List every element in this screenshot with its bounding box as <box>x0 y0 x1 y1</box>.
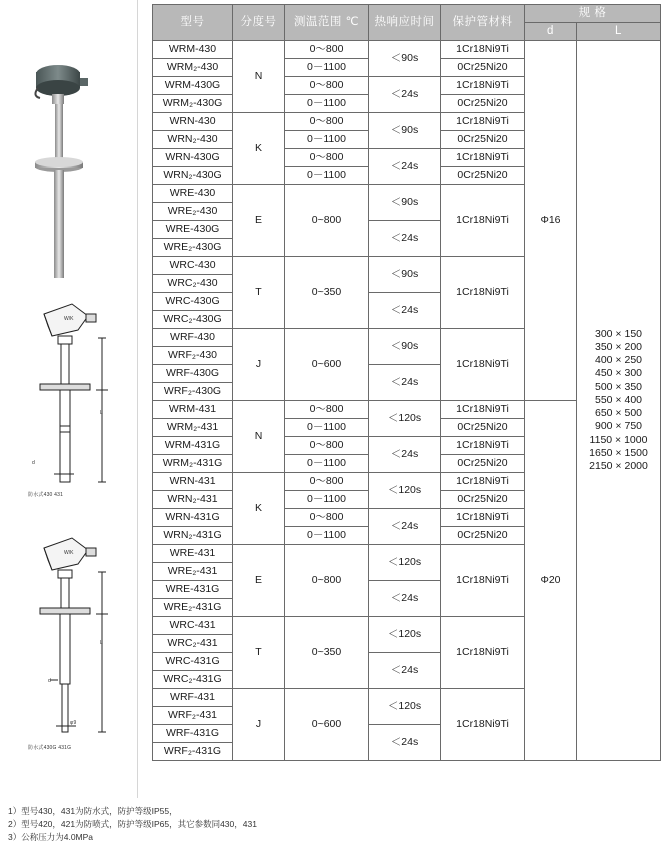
table-cell-model: WRC-430G <box>153 293 233 311</box>
table-cell-material: 1Cr18Ni9Ti <box>441 509 525 527</box>
table-cell-model: WRN₂-430 <box>153 131 233 149</box>
table-cell-range: 0~600 <box>285 689 369 761</box>
table-cell-range: 0~350 <box>285 257 369 329</box>
table-cell-material: 1Cr18Ni9Ti <box>441 185 525 257</box>
table-cell-grade: N <box>233 401 285 473</box>
table-cell-material: 1Cr18Ni9Ti <box>441 437 525 455</box>
footnote: 2）型号420，421为防喷式，防护等级IP65，其它参数同430，431 <box>8 819 257 829</box>
table-cell-model: WRF₂-430 <box>153 347 233 365</box>
table-cell-material: 1Cr18Ni9Ti <box>441 257 525 329</box>
header-response: 热响应时间 <box>369 5 441 41</box>
table-cell-response: ＜24s <box>369 509 441 545</box>
table-cell-model: WRM-431 <box>153 401 233 419</box>
spec-table <box>152 4 661 761</box>
table-cell-model: WRM-431G <box>153 437 233 455</box>
table-cell-material: 1Cr18Ni9Ti <box>441 617 525 689</box>
table-cell-response: ＜120s <box>369 401 441 437</box>
table-cell-range: 0～800 <box>285 77 369 95</box>
table-cell-model: WRE₂-430G <box>153 239 233 257</box>
table-cell-model: WRC₂-431G <box>153 671 233 689</box>
table-cell-range: 0－1100 <box>285 95 369 113</box>
table-cell-material: 0Cr25Ni20 <box>441 455 525 473</box>
table-cell-response: ＜24s <box>369 365 441 401</box>
table-cell-range: 0～800 <box>285 401 369 419</box>
table-cell-d-431: Φ20 <box>525 401 577 761</box>
table-cell-grade: K <box>233 473 285 545</box>
waterproof-430g-drawing <box>14 530 134 740</box>
table-cell-model: WRF-430 <box>153 329 233 347</box>
table-cell-response: ＜120s <box>369 545 441 581</box>
table-cell-grade: K <box>233 113 285 185</box>
table-cell-model: WRF-431G <box>153 725 233 743</box>
caption-430: 防水式430 431 <box>28 492 64 498</box>
length-item: 1150 × 1000 <box>589 433 648 446</box>
table-cell-range: 0～800 <box>285 509 369 527</box>
table-cell-grade: T <box>233 257 285 329</box>
header-range: 测温范围 ℃ <box>285 5 369 41</box>
table-cell-model: WRE₂-431 <box>153 563 233 581</box>
table-cell-range: 0－1100 <box>285 59 369 77</box>
table-cell-grade: E <box>233 185 285 257</box>
table-cell-response: ＜120s <box>369 473 441 509</box>
table-cell-model: WRN-430 <box>153 113 233 131</box>
table-cell-model: WRM₂-431G <box>153 455 233 473</box>
table-cell-range: 0~600 <box>285 329 369 401</box>
label-d2: d <box>32 460 35 466</box>
table-cell-model: WRE₂-431G <box>153 599 233 617</box>
table-cell-model: WRM₂-430 <box>153 59 233 77</box>
table-cell-response: ＜24s <box>369 725 441 761</box>
table-cell-model: WRM₂-430G <box>153 95 233 113</box>
table-cell-model: WRC₂-430G <box>153 311 233 329</box>
length-item: 500 × 350 <box>595 380 643 393</box>
header-spec-l: L <box>577 23 661 41</box>
table-cell-model: WRN-430G <box>153 149 233 167</box>
table-cell-model: WRE-430 <box>153 185 233 203</box>
length-item: 650 × 500 <box>595 407 643 420</box>
table-cell-response: ＜24s <box>369 653 441 689</box>
table-cell-response: ＜24s <box>369 437 441 473</box>
length-item: 1650 × 1500 <box>589 446 648 459</box>
table-cell-response: ＜24s <box>369 293 441 329</box>
table-cell-material: 1Cr18Ni9Ti <box>441 149 525 167</box>
length-item: 900 × 750 <box>595 420 643 433</box>
table-cell-response: ＜24s <box>369 77 441 113</box>
table-cell-model: WRE₂-430 <box>153 203 233 221</box>
table-cell-response: ＜120s <box>369 689 441 725</box>
table-cell-response: ＜24s <box>369 581 441 617</box>
table-cell-grade: E <box>233 545 285 617</box>
table-cell-response: ＜90s <box>369 185 441 221</box>
header-spec-d: d <box>525 23 577 41</box>
table-cell-grade: T <box>233 617 285 689</box>
table-cell-material: 1Cr18Ni9Ti <box>441 689 525 761</box>
table-cell-response: ＜90s <box>369 113 441 149</box>
table-cell-model: WRM-430 <box>153 41 233 59</box>
table-cell-model: WRF₂-431G <box>153 743 233 761</box>
product-image-panel <box>4 0 138 798</box>
table-cell-model: WRE-430G <box>153 221 233 239</box>
table-cell-material: 0Cr25Ni20 <box>441 59 525 77</box>
table-cell-material: 1Cr18Ni9Ti <box>441 41 525 59</box>
table-cell-material: 0Cr25Ni20 <box>441 167 525 185</box>
svg-text:W/K: W/K <box>64 550 74 556</box>
label-d3: d <box>48 678 51 684</box>
table-cell-range: 0－1100 <box>285 419 369 437</box>
table-cell-range: 0～800 <box>285 473 369 491</box>
table-cell-model: WRC-431 <box>153 617 233 635</box>
table-cell-model: WRN₂-430G <box>153 167 233 185</box>
table-cell-material: 0Cr25Ni20 <box>441 95 525 113</box>
table-cell-range: 0~800 <box>285 185 369 257</box>
table-cell-model: WRF-430G <box>153 365 233 383</box>
table-cell-range: 0~800 <box>285 545 369 617</box>
table-cell-model: WRC-431G <box>153 653 233 671</box>
label-l3: L <box>100 640 103 646</box>
thermocouple-photo <box>24 52 120 282</box>
table-cell-response: ＜90s <box>369 329 441 365</box>
table-cell-model: WRC-430 <box>153 257 233 275</box>
table-cell-d-430: Φ16 <box>525 41 577 401</box>
table-cell-grade: J <box>233 689 285 761</box>
length-item: 550 × 400 <box>595 393 643 406</box>
table-cell-material: 1Cr18Ni9Ti <box>441 473 525 491</box>
table-cell-response: ＜90s <box>369 257 441 293</box>
table-cell-model: WRF₂-430G <box>153 383 233 401</box>
footnotes <box>8 805 257 844</box>
table-cell-model: WRE-431G <box>153 581 233 599</box>
label-l2: L <box>100 410 103 416</box>
table-cell-range: 0～800 <box>285 437 369 455</box>
table-cell-model: WRN-431G <box>153 509 233 527</box>
table-cell-material: 1Cr18Ni9Ti <box>441 329 525 401</box>
table-cell-grade: J <box>233 329 285 401</box>
length-item: 350 × 200 <box>595 341 643 354</box>
table-cell-range: 0~350 <box>285 617 369 689</box>
table-cell-material: 1Cr18Ni9Ti <box>441 113 525 131</box>
table-cell-model: WRM-430G <box>153 77 233 95</box>
table-cell-grade: N <box>233 41 285 113</box>
footnote: 3）公称压力为4.0MPa <box>8 832 94 842</box>
table-cell-range: 0－1100 <box>285 455 369 473</box>
header-grade: 分度号 <box>233 5 285 41</box>
table-cell-model: WRC₂-431 <box>153 635 233 653</box>
table-cell-range: 0－1100 <box>285 491 369 509</box>
length-item: 300 × 150 <box>595 327 643 340</box>
table-cell-model: WRN₂-431 <box>153 491 233 509</box>
length-item: 2150 × 2000 <box>589 459 648 472</box>
table-cell-model: WRN₂-431G <box>153 527 233 545</box>
table-cell-range: 0～800 <box>285 113 369 131</box>
table-cell-model: WRF₂-431 <box>153 707 233 725</box>
header-model: 型号 <box>153 5 233 41</box>
header-material: 保护管材料 <box>441 5 525 41</box>
length-item: 450 × 300 <box>595 367 643 380</box>
table-cell-response: ＜120s <box>369 617 441 653</box>
table-cell-material: 0Cr25Ni20 <box>441 131 525 149</box>
header-spec: 规 格 <box>525 5 661 23</box>
table-cell-response: ＜24s <box>369 221 441 257</box>
table-cell-model: WRM₂-431 <box>153 419 233 437</box>
table-cell-range: 0－1100 <box>285 167 369 185</box>
table-cell-response: ＜90s <box>369 41 441 77</box>
label-phi: φ9 <box>70 720 77 726</box>
table-cell-model: WRF-431 <box>153 689 233 707</box>
waterproof-430-drawing <box>14 296 134 486</box>
table-cell-range: 0～800 <box>285 41 369 59</box>
table-cell-model: WRC₂-430 <box>153 275 233 293</box>
table-cell-material: 1Cr18Ni9Ti <box>441 77 525 95</box>
table-cell-range: 0－1100 <box>285 131 369 149</box>
table-cell-range: 0－1100 <box>285 527 369 545</box>
table-cell-material: 0Cr25Ni20 <box>441 491 525 509</box>
length-item: 400 × 250 <box>595 354 643 367</box>
table-cell-model: WRE-431 <box>153 545 233 563</box>
caption-430g: 防水式430G 431G <box>28 745 72 751</box>
footnote: 1）型号430，431为防水式，防护等级IP55， <box>8 806 178 816</box>
table-cell-response: ＜24s <box>369 149 441 185</box>
table-cell-range: 0～800 <box>285 149 369 167</box>
table-cell-lengths <box>577 41 661 761</box>
logo-mark: W/K <box>64 316 74 322</box>
table-cell-material: 1Cr18Ni9Ti <box>441 545 525 617</box>
table-cell-model: WRN-431 <box>153 473 233 491</box>
table-cell-material: 0Cr25Ni20 <box>441 527 525 545</box>
table-cell-material: 1Cr18Ni9Ti <box>441 401 525 419</box>
table-cell-material: 0Cr25Ni20 <box>441 419 525 437</box>
